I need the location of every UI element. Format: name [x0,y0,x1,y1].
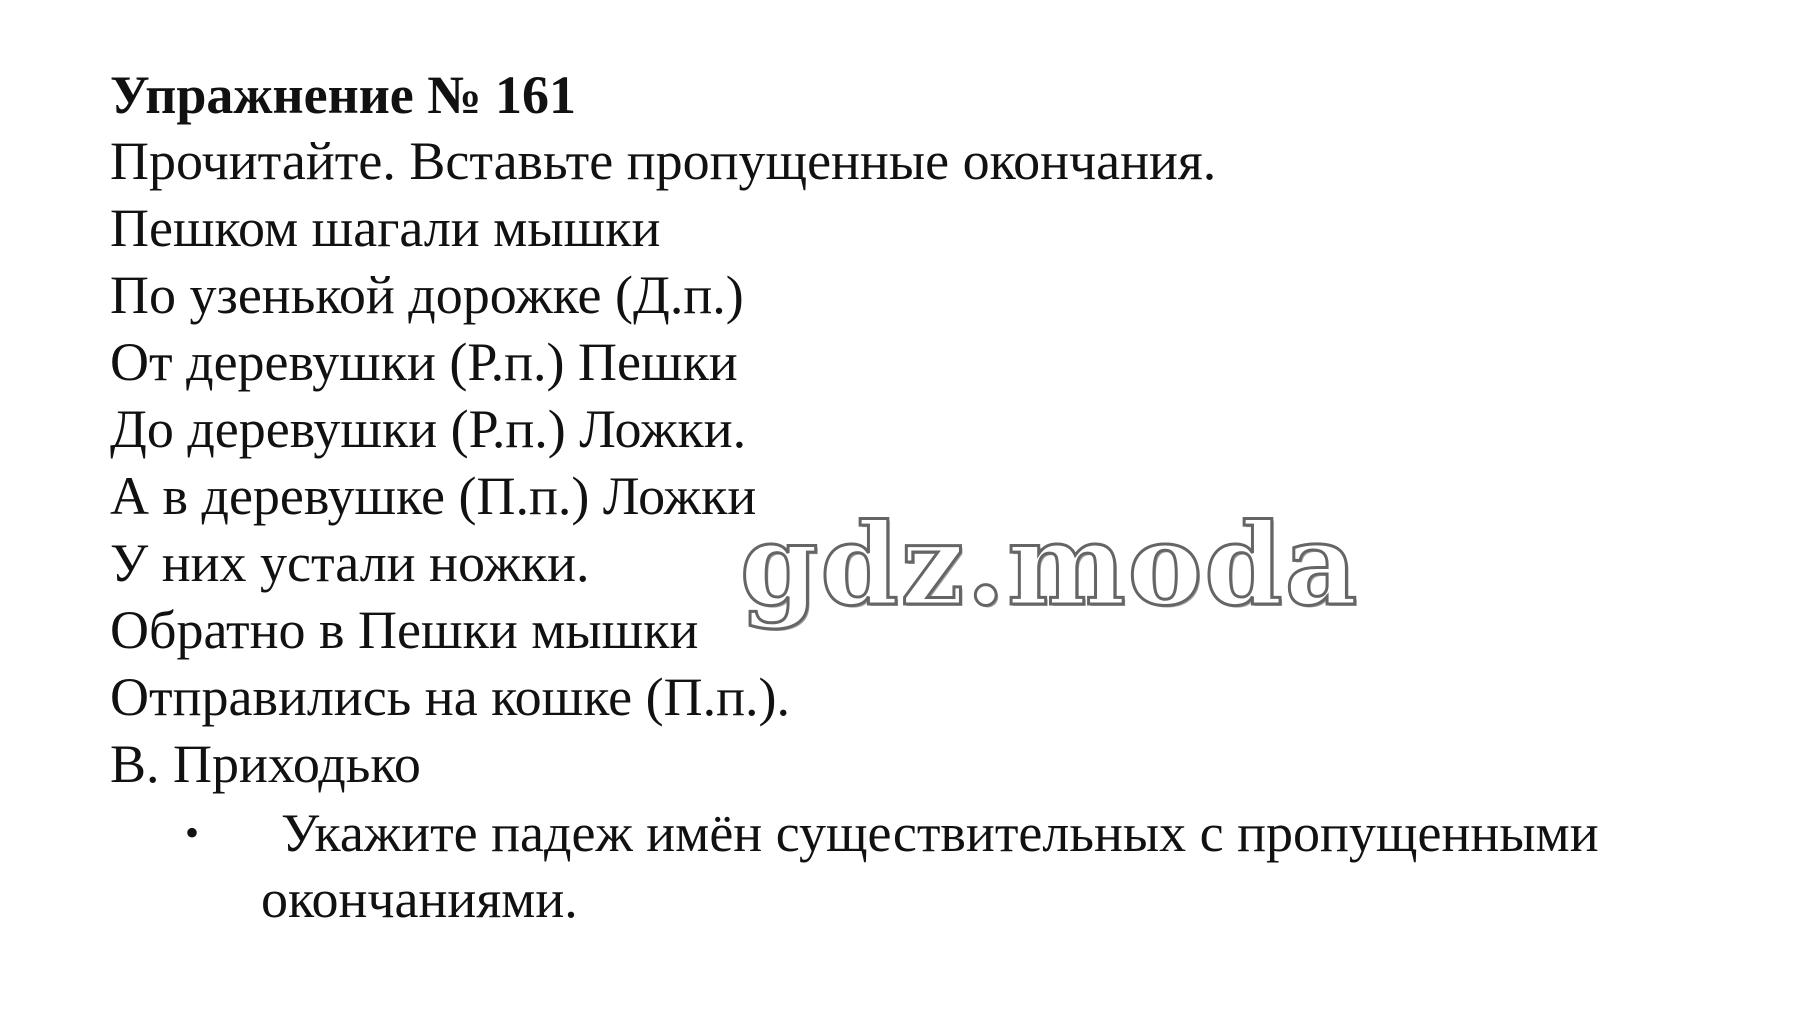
poem-line: У них устали ножки. [110,533,590,593]
poem-line: Отправились на кошке (П.п.). [110,667,790,727]
exercise-title: Упражнение № 161 [110,65,577,125]
task-text: Укажите падеж имён существительных с пропущенными окончаниями. [261,803,1599,929]
poem-line: По узенькой дорожке (Д.п.) [110,265,744,325]
poem-line: А в деревушке (П.п.) Ложки [110,466,757,526]
poem-author: В. Приходько [110,734,421,794]
watermark-logo: gdz.moda [740,500,1360,631]
poem-line: От деревушки (Р.п.) Пешки [110,332,738,392]
bullet-icon: • [185,810,200,855]
poem-line: Пешком шагали мышки [110,198,661,258]
poem-line: До деревушки (Р.п.) Ложки. [110,399,747,459]
exercise-instruction: Прочитайте. Вставьте пропущенные окончания. [110,131,1217,191]
poem-line: Обратно в Пешки мышки [110,600,699,660]
